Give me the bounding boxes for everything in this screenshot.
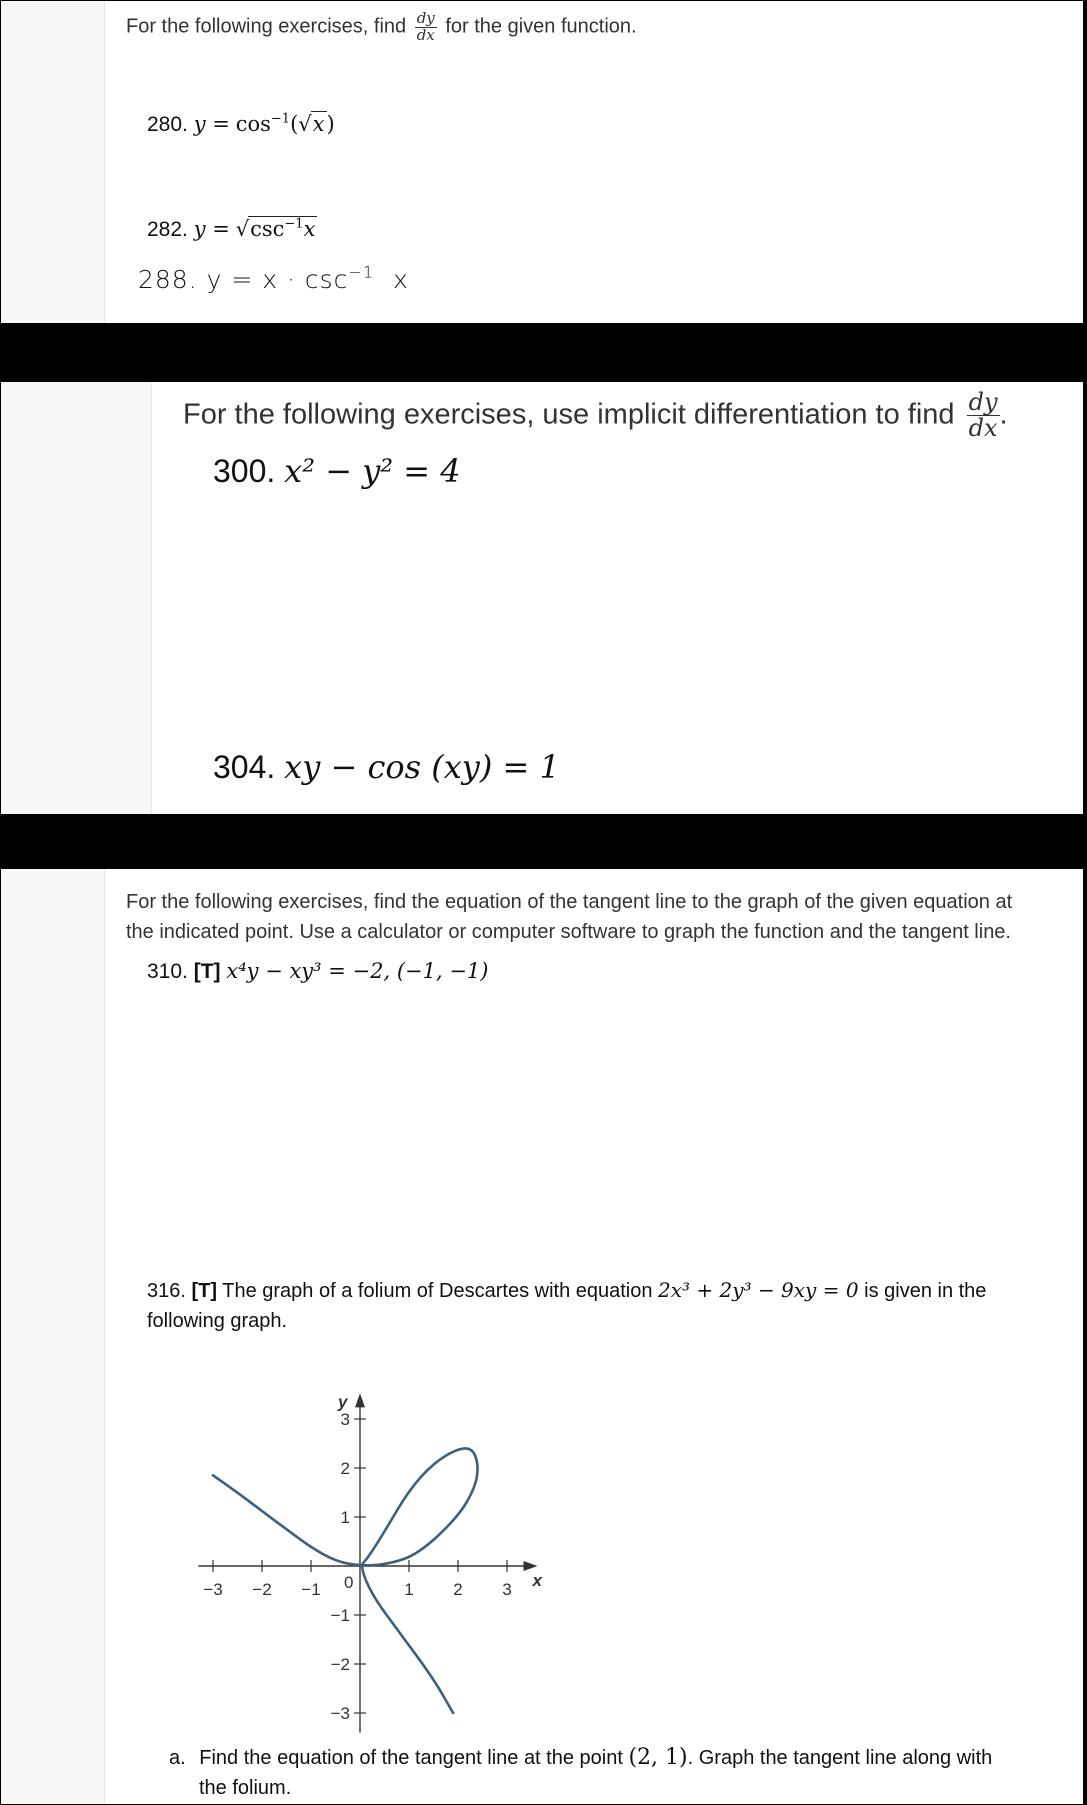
y-tick-label: −2 (330, 1655, 350, 1674)
handwritten-problem-288: 288. $y = x \cdot \csc^{-1} x$ (138, 262, 409, 294)
x-tick-label: 1 (404, 1580, 414, 1599)
left-gutter (1, 869, 105, 1804)
x-tick-label: −3 (203, 1580, 223, 1599)
x-tick-label: 3 (502, 1580, 512, 1599)
section-2-instructions: For the following exercises, use implicit differentiation to find $\frac{dy}{dx}$ . (183, 388, 1008, 443)
problem-310: 310. [T] x⁴y − xy³ = −2, (−1, −1) (147, 959, 489, 983)
origin-label: 0 (344, 1573, 354, 1592)
problem-304: 304. xy − cos (xy) = 1 (213, 748, 560, 786)
exercise-panel-1 (1, 1, 1083, 323)
y-tick-label: 1 (340, 1508, 350, 1527)
folium-graph (171, 1359, 551, 1723)
y-tick-label: −1 (330, 1606, 350, 1625)
x-tick-label: 2 (453, 1580, 463, 1599)
section-1-instructions: For the following exercises, find $\frac{dy}{dx}$ for the given function. (126, 9, 637, 44)
x-axis-label: x (532, 1571, 542, 1590)
part-a: a. Find the equation of the tangent line at the point (2, 1). Graph the tangent line along with the folium. (169, 1745, 993, 1799)
x-tick-label: −1 (301, 1580, 321, 1599)
dy-dx-fraction: $\frac{dy}{dx}$ (968, 388, 998, 443)
y-tick-label: 3 (340, 1410, 350, 1429)
left-gutter (1, 1, 105, 323)
left-gutter (1, 382, 152, 814)
exercise-panel-2 (1, 382, 1083, 814)
x-axis-arrow (524, 1561, 538, 1571)
y-tick-label: 2 (340, 1459, 350, 1478)
problem-282: 282. $y = √\csc^{-1}x$ (147, 216, 316, 241)
dy-dx-fraction: $\frac{dy}{dx}$ (416, 9, 435, 44)
problem-300: 300. x² − y² = 4 (213, 452, 461, 490)
exercise-panel-3 (1, 869, 1083, 1804)
y-tick-label: −3 (330, 1704, 350, 1723)
section-3-instructions: For the following exercises, find the equation of the tangent line to the graph of the given equation at the indicated point. Use a calculator or computer software to graph the function and the tangent line. (126, 891, 1013, 943)
x-tick-label: −2 (252, 1580, 272, 1599)
y-axis-arrow (355, 1393, 365, 1407)
problem-280: 280. $y = \cos^{-1}(√x)$ (147, 111, 335, 136)
problem-316: 316. [T] The graph of a folium of Descartes with equation 2x³ + 2y³ − 9xy = 0 is given in the following graph. (147, 1278, 987, 1332)
y-axis-label: y (338, 1392, 348, 1412)
